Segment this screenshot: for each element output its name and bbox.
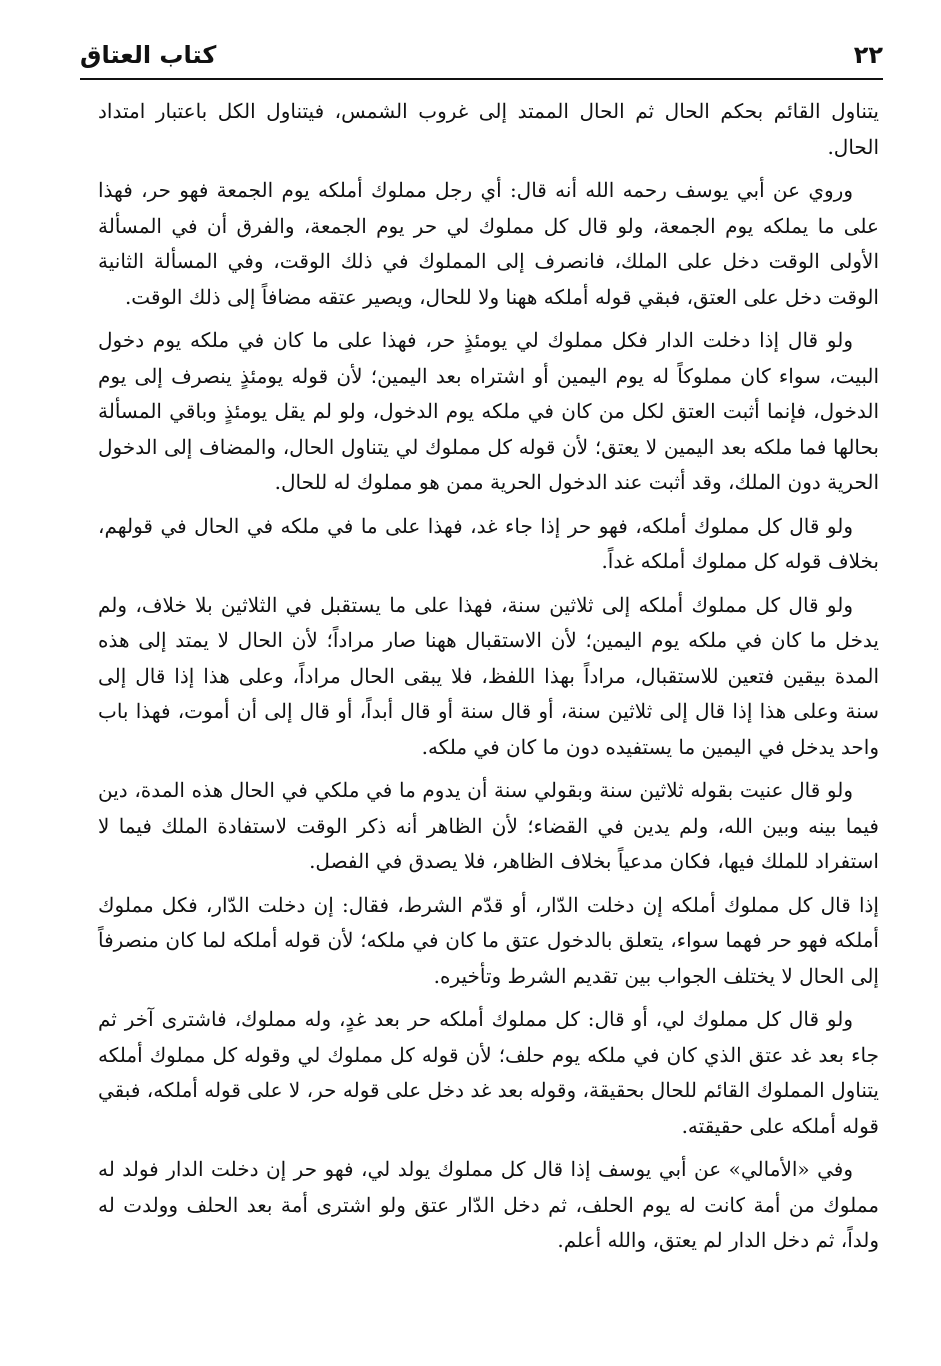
page-number: ٢٢ [853, 41, 883, 69]
paragraph: ولو قال كل مملوك أملكه، فهو حر إذا جاء غد، فهذا على ما في ملكه في الحال في قولهم، بخلاف قوله كل مملوك أملكه غداً. [98, 513, 879, 573]
paragraph: ولو قال كل مملوك أملكه إلى ثلاثين سنة، فهذا على ما يستقبل في الثلاثين بلا خلاف، ولم يدخل ما كان في ملكه يوم اليمين؛ لأن الاستقبال ههنا صار مراداً؛ لأن الحال لا يمتد إلى هذه المدة بيقين فتعين للاستقبال، مراداً بهذا اللفظ، فلا يبقى الحال مراداً، وعلى هذا إذا قال إلى سنة وعلى هذا إذا قال إلى ثلاثين سنة، أو قال سنة أو قال أبداً، أو قال إلى أن أموت، فهذا باب واحد يدخل في اليمين ما يستفيده دون ما كان في ملكه. [98, 592, 879, 759]
paragraph: إذا قال كل مملوك أملكه إن دخلت الدّار، أو قدّم الشرط، فقال: إن دخلت الدّار، فكل مملوك أملكه فهو حر فهما سواء، يتعلق بالدخول عتق ما كان في ملكه؛ لأن قوله أملكه لما كان منصرفاً إلى الحال لا يختلف الجواب بين تقديم الشرط وتأخيره. [98, 892, 879, 988]
page-body [98, 94, 879, 1267]
paragraph: وفي «الأمالي» عن أبي يوسف إذا قال كل مملوك يولد لي، فهو حر إن دخلت الدار فولد له مملوك من أمة كانت له يوم الحلف، ثم دخل الدّار عتق ولو اشترى أمة بعد الحلف وولدت له ولداً، ثم دخل الدار لم يعتق، والله أعلم. [98, 1157, 879, 1252]
paragraph: ولو قال كل مملوك لي، أو قال: كل مملوك أملكه حر بعد غدٍ، وله مملوك، فاشترى آخر ثم جاء بعد غد عتق الذي كان في ملكه يوم حلف؛ لأن قوله كل مملوك لي وقوله كل مملوك أملكه يتناول المملوك القائم للحال بحقيقة، وقوله بعد غد دخل على قوله حر، لا على قوله أملكه، فبقي قوله أملكه على حقيقته. [98, 1007, 879, 1138]
header-divider [80, 78, 883, 80]
paragraph: وروي عن أبي يوسف رحمه الله أنه قال: أي رجل مملوك أملكه يوم الجمعة فهو حر، فهذا على ما يملكه يوم الجمعة، ولو قال كل مملوك لي حر يوم الجمعة، والفرق أن في المسألة الأولى الوقت دخل على الملك، فانصرف إلى المملوك في ذلك الوقت، وفي المسألة الثانية الوقت دخل على العتق، فبقي قوله أملكه ههنا ولا للحال، ويصير عتقه مضافاً إلى ذلك الوقت. [98, 178, 879, 309]
paragraph: ولو قال إذا دخلت الدار فكل مملوك لي يومئذٍ حر، فهذا على ما كان في ملكه يوم دخول البيت، سواء كان مملوكاً له يوم اليمين أو اشتراه بعد اليمين؛ لأن قوله يومئذٍ ينصرف إلى يوم الدخول، فإنما أثبت العتق لكل من كان في ملكه يوم الدخول، ولو لم يقل يومئذٍ وباقي المسألة بحالها فما ملكه بعد اليمين لا يعتق؛ لأن قوله كل مملوك لي يتناول الحال، والمضاف إلى الدخول الحرية دون الملك، وقد أثبت عند الدخول الحرية ممن هو مملوك له للحال. [98, 328, 879, 494]
paragraph: ولو قال عنيت بقوله ثلاثين سنة وبقولي سنة أن يدوم ما في ملكي في الحال هذه المدة، دين فيما بينه وبين الله، ولم يدين في القضاء؛ لأن الظاهر أنه ذكر الوقت لاستفادة الملك فيما لا استفراد للملك فيها، فكان مدعياً بخلاف الظاهر، فلا يصدق في الفصل. [98, 778, 879, 873]
paragraph: يتناول القائم بحكم الحال ثم الحال الممتد إلى غروب الشمس، فيتناول الكل باعتبار امتداد الحال. [98, 99, 879, 159]
book-title: كتاب العتاق [80, 41, 217, 69]
running-header [80, 30, 883, 74]
